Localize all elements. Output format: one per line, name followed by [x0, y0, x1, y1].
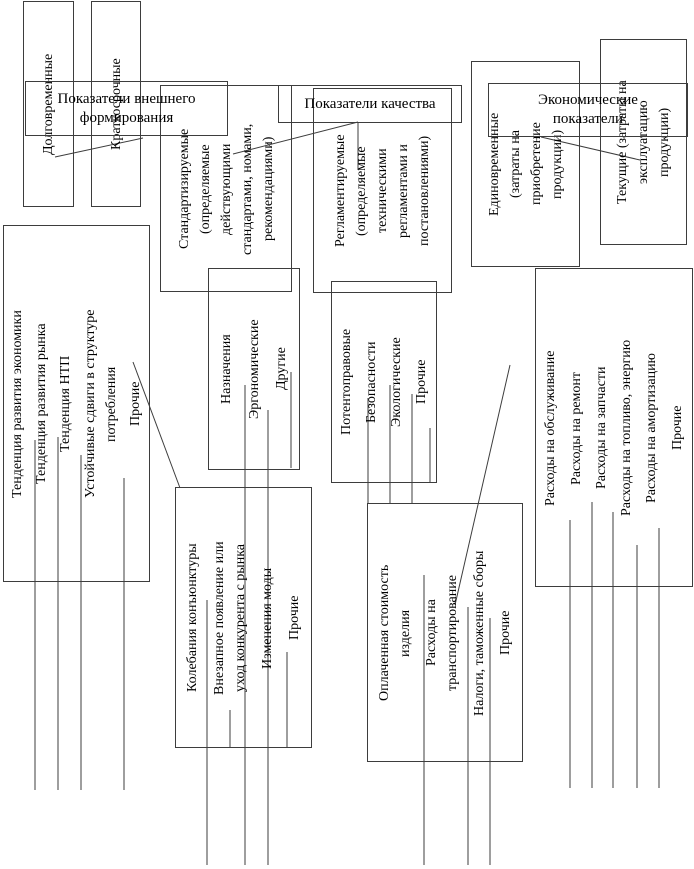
- list-item: Тенденция развития экономики: [10, 309, 26, 498]
- category-label-kratkosrochnye: Краткосрочные: [108, 58, 124, 150]
- items-box-kratkosrochnye: [175, 487, 312, 748]
- list-item: Расходы на топливо, энергию: [619, 339, 635, 516]
- list-item: Прочие: [287, 595, 302, 640]
- list-item: Потентоправовые: [339, 328, 354, 436]
- list-item: Прочие: [414, 359, 429, 405]
- header-box-external: [25, 81, 228, 136]
- header-label-quality: Показатели качества: [304, 95, 436, 112]
- items-box-edinovremennye: [367, 503, 523, 762]
- list-item: Прочие: [498, 610, 514, 655]
- list-item: Прочие: [127, 381, 143, 426]
- list-item: Колебания конъюнктуры: [185, 543, 200, 692]
- list-item: Оплаченная стоимость изделия: [376, 564, 413, 701]
- items-box-reglamentiruemye: [331, 281, 437, 483]
- header-label-economic: Экономические показатели: [538, 92, 638, 127]
- list-item: Расходы на амортизацию: [644, 352, 660, 503]
- list-item: Внезапное появление или уход конкурента с рынка: [212, 540, 248, 695]
- list-item: Расходы на запчасти: [593, 366, 609, 489]
- list-item: Расходы на транспортирование: [424, 574, 461, 691]
- category-label-reglamentiruemye: Регламентируемые (определяемые техническими регламентами и постановлениями): [333, 134, 432, 247]
- category-label-tekushchie: Текущие (затраты на эксплуатацию продукции): [615, 80, 672, 204]
- category-label-edinovremennye: Единовременные (затраты на приобретение продукции): [486, 112, 565, 216]
- list-item: Расходы на обслуживание: [543, 349, 559, 506]
- list-item: Другие: [274, 347, 290, 391]
- list-item: Тенденция развития рынка: [34, 323, 50, 484]
- list-item: Безопасности: [364, 341, 379, 423]
- items-box-tekushchie: [535, 268, 693, 587]
- list-item: Экологические: [389, 337, 404, 427]
- category-label-dolgovremennye: Долговременные: [41, 53, 56, 155]
- items-box-dolgovremennye: [3, 225, 150, 582]
- list-item: Назначения: [218, 334, 234, 404]
- category-label-standartiziruemye: Стандартизируемые (определяемые действующими стандартами, номами, рекомендациями): [176, 122, 276, 255]
- list-item: Расходы на ремонт: [568, 371, 584, 485]
- list-item: Прочие: [669, 405, 685, 450]
- header-box-quality: [278, 85, 462, 123]
- items-box-standartiziruemye: [208, 268, 300, 470]
- list-item: Тенденция НТП: [58, 355, 74, 452]
- list-item: Эргономические: [246, 319, 262, 419]
- list-item: Изменения моды: [260, 566, 275, 669]
- list-item: Устойчивые сдвиги в структуре потребления: [82, 309, 119, 498]
- header-label-external: Показатели внешнего формирования: [57, 90, 196, 126]
- list-item: Налоги, таможенные сборы: [471, 549, 487, 716]
- header-box-economic: [488, 83, 688, 137]
- category-box-tekushchie: [600, 39, 687, 245]
